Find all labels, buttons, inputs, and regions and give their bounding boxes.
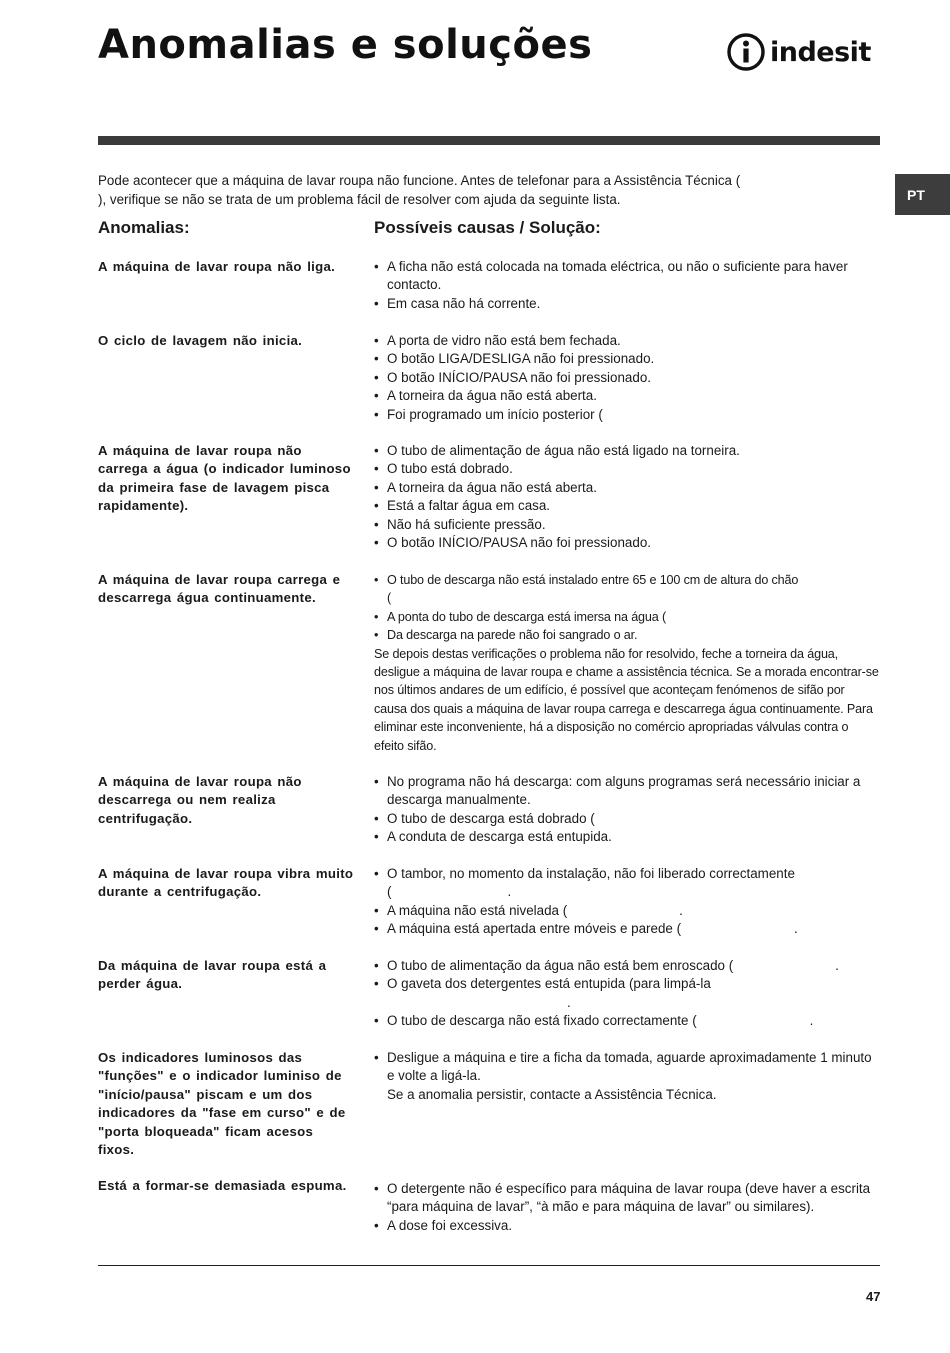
anomaly-text: Está a formar-se demasiada espuma. [98, 1178, 347, 1193]
cause-fragment-end: . [679, 902, 683, 918]
cause-list [374, 773, 880, 847]
indesit-logo-icon [726, 32, 766, 72]
cause-fragment-end: . [794, 921, 798, 937]
cause-note: Se depois destas verificações o problema não for resolvido, feche a torneira da água, desligue a máquina de lavar roupa e chame a assistência técnica. Se a morada encontrar-se nos últimos andares de um edifício, é possível que aconteçam fenómenos de sifão por causa dos quais a máquina de lavar roupa carrega e descarrega água continuamente. Para eliminar este inconveniente, há a disposição no comércio apropriadas válvulas contra o efeito sifão. [374, 646, 879, 753]
cause-fragment: O tubo de descarga não está fixado correctamente ( [387, 1013, 697, 1029]
footer-rule [98, 1265, 880, 1266]
causes-heading: Possíveis causas / Solução: [374, 218, 601, 237]
cause-item: • Em casa não há corrente. [374, 295, 880, 313]
cause-fragment-end: . [507, 884, 512, 900]
language-tab: PT [895, 174, 950, 215]
cause-item: • O detergente não é específico para máquina de lavar roupa (deve haver a escrita “para máquina de lavar”, “à mão e para máquina de lavar” ou similares). [374, 1180, 880, 1217]
cause-list [374, 865, 880, 939]
cause-list [374, 332, 880, 424]
cause-item [374, 1012, 880, 1030]
cause-item: • A ponta do tubo de descarga está imersa na água ( [374, 608, 880, 626]
cause-item: • O tambor, no momento da instalação, não foi liberado correctamente [374, 865, 880, 883]
cause-item: • A torneira da água não está aberta. [374, 479, 880, 497]
cause-item: • Não há suficiente pressão. [374, 516, 880, 534]
cause-item: • A torneira da água não está aberta. [374, 387, 880, 405]
anomaly-text: A máquina de lavar roupa não descarrega ou nem realiza centrifugação. [98, 774, 302, 826]
intro-part-1: Pode acontecer que a máquina de lavar roupa não funcione. Antes de telefonar para a Assistência Técnica ( [98, 173, 741, 188]
anomaly-text: A máquina de lavar roupa não carrega a água (o indicador luminoso da primeira fase de lavagem pisca rapidamente). [98, 443, 351, 514]
cause-list [374, 571, 880, 755]
page-title: Anomalias e soluções [98, 22, 593, 68]
cause-item: • O tubo de descarga está dobrado ( [374, 810, 880, 828]
anomaly-text: A máquina de lavar roupa vibra muito durante a centrifugação. [98, 866, 354, 900]
cause-item: • O tubo de descarga não está instalado entre 65 e 100 cm de altura do chão [374, 571, 880, 589]
cause-item: • A ficha não está colocada na tomada eléctrica, ou não o suficiente para haver contacto. [374, 258, 880, 295]
cause-item: • Está a faltar água em casa. [374, 497, 880, 515]
cause-item [374, 957, 880, 975]
anomalies-heading: Anomalias: [98, 218, 190, 237]
cause-fragment: A máquina está apertada entre móveis e parede ( [387, 921, 682, 937]
cause-list [374, 957, 880, 1031]
cause-item: • A dose foi excessiva. [374, 1217, 880, 1235]
cause-item: • O tubo está dobrado. [374, 460, 880, 478]
anomaly-text: A máquina de lavar roupa carrega e descarrega água continuamente. [98, 572, 341, 606]
cause-item: • Foi programado um início posterior ( [374, 406, 880, 424]
cause-list [374, 1049, 880, 1104]
cause-list [374, 1180, 880, 1235]
cause-item: • A porta de vidro não está bem fechada. [374, 332, 880, 350]
page-number: 47 [866, 1289, 881, 1304]
cause-item: • O botão LIGA/DESLIGA não foi pressionado. [374, 350, 880, 368]
cause-item: • No programa não há descarga: com alguns programas será necessário iniciar a descarga manualmente. [374, 773, 880, 810]
intro-part-2: ), verifique se não se trata de um problema fácil de resolver com ajuda da seguinte lista. [98, 191, 621, 207]
anomaly-text: Os indicadores luminosos das "funções" e o indicador luminiso de "início/pausa" piscam e um dos indicadores da "fase em curso" e de "porta bloqueada" ficam acesos fixos. [98, 1050, 346, 1158]
cause-item: • O botão INÍCIO/PAUSA não foi pressionado. [374, 534, 880, 552]
anomaly-text: A máquina de lavar roupa não liga. [98, 259, 336, 274]
cause-fragment-end: . [835, 958, 839, 973]
header-rule [98, 136, 880, 145]
anomaly-text: O ciclo de lavagem não inicia. [98, 333, 303, 348]
intro-text [98, 172, 858, 209]
cause-fragment: O tubo de alimentação da água não está bem enroscado ( [387, 958, 734, 973]
cause-item: • Da descarga na parede não foi sangrado o ar. [374, 626, 880, 644]
cause-fragment-end: . [567, 994, 571, 1010]
brand-logo [726, 30, 871, 74]
cause-item: • A conduta de descarga está entupida. [374, 828, 880, 846]
cause-fragment: ( [387, 884, 392, 900]
cause-item: • O botão INÍCIO/PAUSA não foi pressionado. [374, 369, 880, 387]
cause-item-continuation [374, 883, 880, 901]
cause-list [374, 442, 880, 552]
cause-item-continuation: ( [387, 591, 392, 606]
cause-fragment-end: . [809, 1013, 814, 1029]
cause-fragment: A máquina não está nivelada ( [387, 902, 568, 918]
cause-item [374, 902, 880, 920]
anomaly-text: Da máquina de lavar roupa está a perder água. [98, 958, 327, 992]
cause-item-continuation: Se a anomalia persistir, contacte a Assistência Técnica. [387, 1086, 717, 1102]
brand-name: indesit [770, 36, 871, 68]
cause-item [374, 920, 880, 938]
cause-item: • O tubo de alimentação de água não está ligado na torneira. [374, 442, 880, 460]
cause-item: • O gaveta dos detergentes está entupida (para limpá-la [374, 975, 880, 993]
cause-list [374, 258, 880, 313]
cause-item: • Desligue a máquina e tire a ficha da tomada, aguarde aproximadamente 1 minuto e volte a ligá-la. [374, 1049, 880, 1086]
